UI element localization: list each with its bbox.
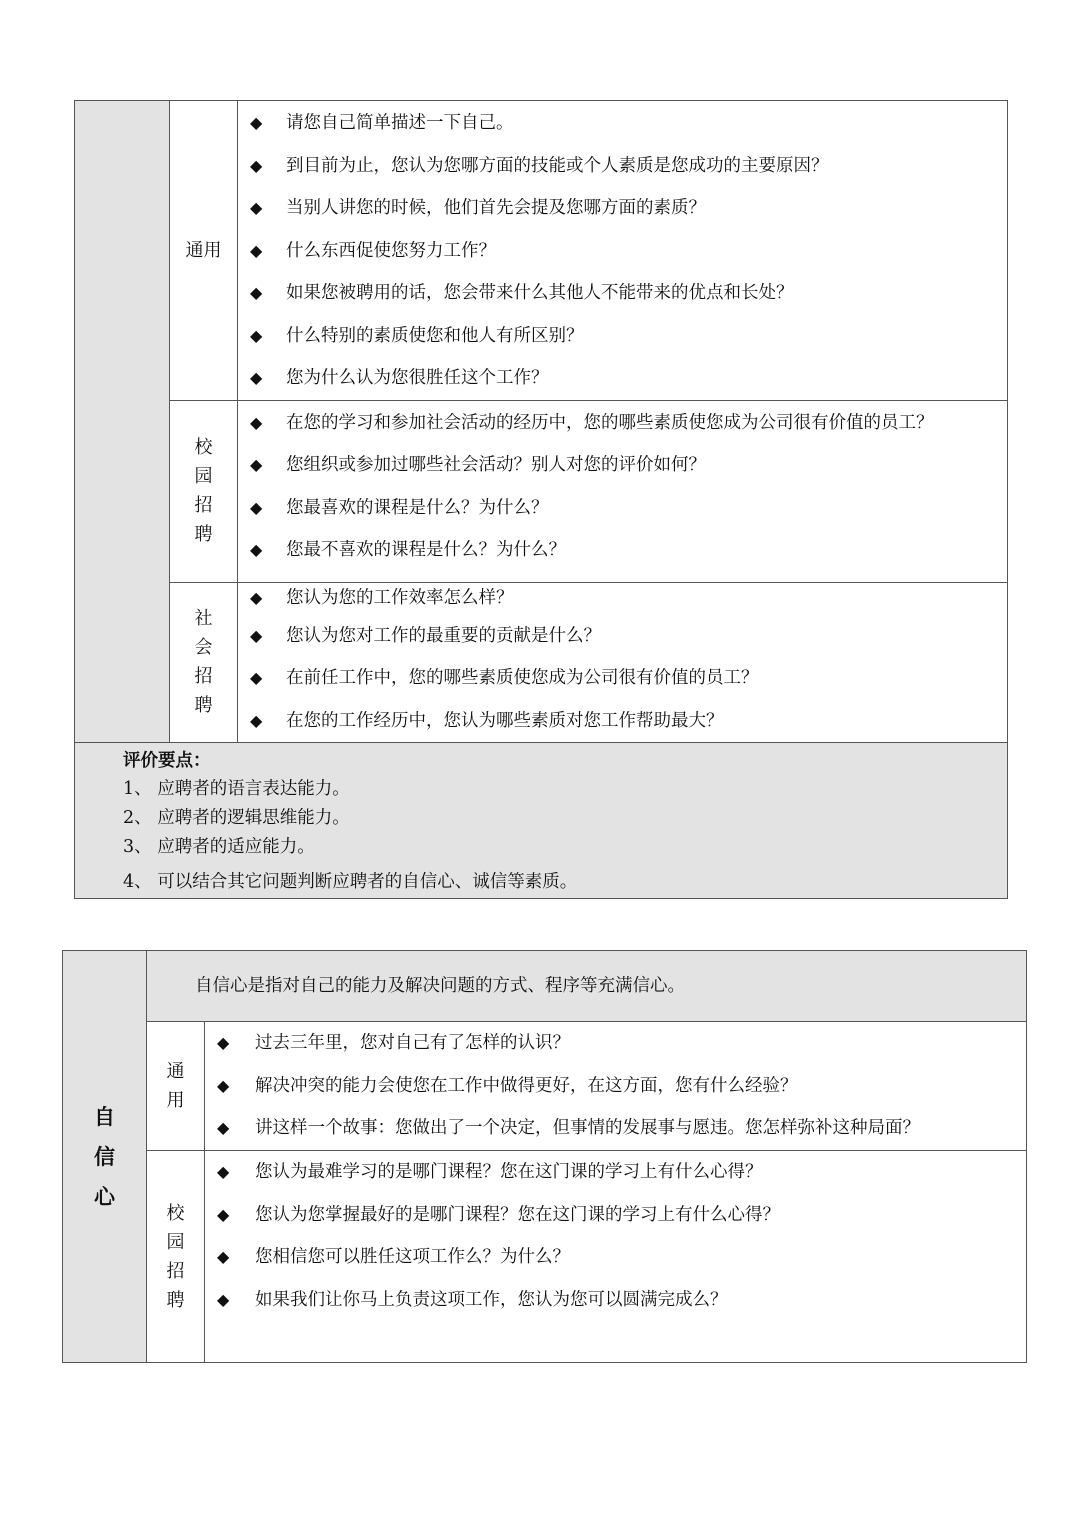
diamond-bullet-icon: ◆ (217, 1118, 230, 1137)
evaluation-title: 评价要点： (123, 751, 211, 771)
question-table-2 (62, 950, 1027, 1363)
question-list-campus (205, 1151, 1027, 1363)
diamond-bullet-icon: ◆ (217, 1162, 230, 1181)
question-item: ◆ 您认为您对工作的最重要的贡献是什么？ (238, 615, 1007, 658)
diamond-bullet-icon: ◆ (250, 325, 263, 345)
question-list-general (205, 1022, 1027, 1151)
diamond-bullet-icon: ◆ (250, 412, 263, 432)
category-cell-empty (75, 101, 170, 743)
diamond-bullet-icon: ◆ (250, 587, 263, 607)
question-item: ◆ 过去三年里，您对自己有了怎样的认识？ (205, 1022, 1026, 1065)
diamond-bullet-icon: ◆ (250, 283, 263, 302)
diamond-bullet-icon: ◆ (250, 155, 263, 175)
category-cell-confidence (63, 951, 147, 1363)
diamond-bullet-icon: ◆ (217, 1033, 230, 1052)
diamond-bullet-icon: ◆ (250, 710, 263, 730)
diamond-bullet-icon: ◆ (217, 1075, 230, 1095)
evaluation-section (75, 743, 1008, 899)
diamond-bullet-icon: ◆ (217, 1289, 230, 1309)
question-item: ◆ 您认为您的工作效率怎么样？ (238, 583, 1007, 615)
question-list-social (238, 582, 1008, 743)
group-label-social (170, 582, 238, 743)
question-item: ◆ 在您的工作经历中，您认为哪些素质对您工作帮助最大？ (238, 700, 1007, 743)
diamond-bullet-icon: ◆ (217, 1247, 230, 1266)
evaluation-point: 2、 应聘者的逻辑思维能力。 (123, 808, 350, 828)
diamond-bullet-icon: ◆ (250, 497, 263, 517)
question-table-1 (74, 100, 1008, 899)
question-item: ◆ 您认为最难学习的是哪门课程？您在这门课的学习上有什么心得？ (205, 1151, 1026, 1194)
category-label: 自信心 (94, 1103, 115, 1209)
question-list-campus (238, 400, 1008, 582)
question-item: ◆ 什么特别的素质使您和他人有所区别？ (238, 315, 1007, 358)
question-list-general (238, 101, 1008, 401)
question-item: ◆ 讲这样一个故事：您做出了一个决定，但事情的发展事与愿违。您怎样弥补这种局面？ (205, 1107, 1026, 1150)
question-item: ◆ 您为什么认为您很胜任这个工作？ (238, 357, 1007, 400)
question-item: ◆ 在您的学习和参加社会活动的经历中，您的哪些素质使您成为公司很有价值的员工？ (238, 402, 1007, 445)
diamond-bullet-icon: ◆ (250, 668, 263, 687)
group-label-general (147, 1022, 205, 1151)
evaluation-point: 3、 应聘者的适应能力。 (123, 837, 315, 857)
question-item: ◆ 什么东西促使您努力工作？ (238, 230, 1007, 273)
diamond-bullet-icon: ◆ (250, 240, 263, 260)
diamond-bullet-icon: ◆ (250, 540, 263, 559)
diamond-bullet-icon: ◆ (250, 368, 263, 387)
question-item: ◆ 解决冲突的能力会使您在工作中做得更好，在这方面，您有什么经验？ (205, 1065, 1026, 1108)
question-item: ◆ 您组织或参加过哪些社会活动？别人对您的评价如何？ (238, 444, 1007, 487)
question-item: ◆ 请您自己简单描述一下自己。 (238, 102, 1007, 145)
group-label-general (170, 101, 238, 401)
group-label-text: 校园招聘 (166, 1202, 185, 1311)
diamond-bullet-icon: ◆ (250, 625, 263, 645)
diamond-bullet-icon: ◆ (217, 1204, 230, 1224)
question-item: ◆ 当别人讲您的时候，他们首先会提及您哪方面的素质？ (238, 187, 1007, 230)
question-item: ◆ 到目前为止，您认为您哪方面的技能或个人素质是您成功的主要原因？ (238, 145, 1007, 188)
question-item: ◆ 您最不喜欢的课程是什么？为什么？ (238, 529, 1007, 572)
group-label-text: 校园招聘 (194, 437, 213, 545)
category-description (147, 951, 1027, 1022)
diamond-bullet-icon: ◆ (250, 113, 263, 132)
question-item: ◆ 如果您被聘用的话，您会带来什么其他人不能带来的优点和长处？ (238, 272, 1007, 315)
question-item: ◆ 如果我们让你马上负责这项工作，您认为您可以圆满完成么？ (205, 1279, 1026, 1322)
evaluation-point: 1、 应聘者的语言表达能力。 (123, 779, 350, 799)
diamond-bullet-icon: ◆ (250, 455, 263, 474)
question-item: ◆ 您认为您掌握最好的是哪门课程？您在这门课的学习上有什么心得？ (205, 1194, 1026, 1237)
question-item: ◆ 您最喜欢的课程是什么？为什么？ (238, 487, 1007, 530)
evaluation-point: 4、 可以结合其它问题判断应聘者的自信心、诚信等素质。 (123, 872, 578, 892)
question-item: ◆ 在前任工作中，您的哪些素质使您成为公司很有价值的员工？ (238, 657, 1007, 700)
group-label-text: 通用 (166, 1061, 185, 1111)
diamond-bullet-icon: ◆ (250, 198, 263, 217)
question-item: ◆ 您相信您可以胜任这项工作么？为什么？ (205, 1236, 1026, 1279)
group-label-text: 社会招聘 (194, 608, 213, 717)
group-label-text: 通用 (185, 239, 222, 261)
group-label-campus (147, 1151, 205, 1363)
group-label-campus (170, 400, 238, 582)
description-text: 自信心是指对自己的能力及解决问题的方式、程序等充满信心。 (195, 976, 685, 996)
